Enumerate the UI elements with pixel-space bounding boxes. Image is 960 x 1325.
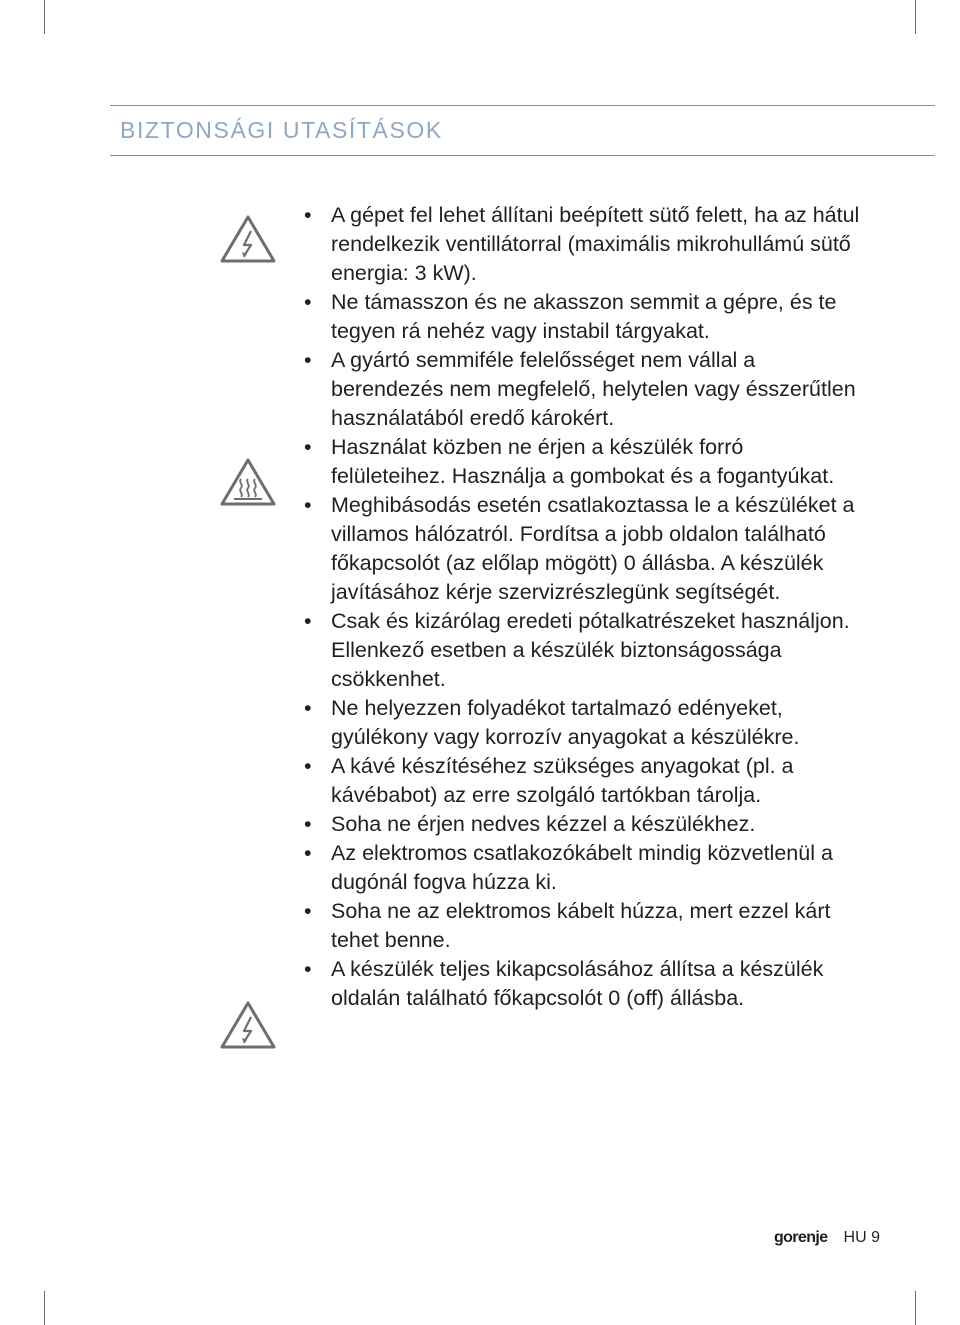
hot-surface-warning-icon [220,457,276,507]
header-rule-bottom [110,155,935,156]
electric-shock-warning-icon [220,214,276,264]
list-item [302,433,862,491]
crop-mark-bottom-right [915,1291,916,1325]
bullet: • [304,348,312,372]
bullet: • [304,812,312,836]
section-heading: BIZTONSÁGI UTASÍTÁSOK [120,117,443,143]
bullet: • [304,435,312,459]
header-rule-top [110,105,935,106]
list-item [302,201,862,288]
list-item [302,955,862,1013]
crop-mark-bottom-left [44,1291,45,1325]
bullet: • [304,957,312,981]
list-item [302,346,862,433]
bullet: • [304,696,312,720]
list-item [302,607,862,694]
list-item [302,752,862,810]
list-item [302,491,862,607]
bullet: • [304,754,312,778]
item-text: Ne támasszon és ne akasszon semmit a gépre, és te tegyen rá nehéz vagy instabil tárgyakat. [331,290,837,343]
electric-shock-warning-icon [220,1000,276,1050]
bullet: • [304,493,312,517]
list-item [302,288,862,346]
bullet: • [304,899,312,923]
bullet: • [304,290,312,314]
item-text: A gyártó semmiféle felelősséget nem vállal a berendezés nem megfelelő, helytelen vagy ésszerűtlen használatából eredő károkért. [331,348,856,430]
list-item [302,810,862,839]
item-text: Ne helyezzen folyadékot tartalmazó edényeket, gyúlékony vagy korrozív anyagokat a készülékre. [331,696,800,749]
item-text: Soha ne érjen nedves kézzel a készülékhez. [331,812,756,836]
crop-mark-top-right [915,0,916,34]
page-number: HU 9 [843,1229,880,1246]
item-text: Az elektromos csatlakozókábelt mindig közvetlenül a dugónál fogva húzza ki. [331,841,833,894]
item-text: A kávé készítéséhez szükséges anyagokat (pl. a kávébabot) az erre szolgáló tartókban tárolja. [331,754,794,807]
brand-logo: gorenje [773,1229,828,1246]
page-footer [774,1229,880,1247]
item-text: A készülék teljes kikapcsolásához állítsa a készülék oldalán található főkapcsolót 0 (off) állásba. [331,957,824,1010]
item-text: Meghibásodás esetén csatlakoztassa le a készüléket a villamos hálózatról. Fordítsa a jobb oldalon található főkapcsolót (az előlap mögött) 0 állásba. A készülék javításához kérje szervizrészlegünk segítségét. [331,493,855,604]
bullet: • [304,841,312,865]
bullet: • [304,203,312,227]
item-text: Használat közben ne érjen a készülék forró felületeihez. Használja a gombokat és a fogantyúkat. [331,435,835,488]
list-item [302,839,862,897]
item-text: A gépet fel lehet állítani beépített sütő felett, ha az hátul rendelkezik ventillátorral (maximális mikrohullámú sütő energia: 3 kW). [331,203,860,285]
bullet: • [304,609,312,633]
crop-mark-top-left [44,0,45,34]
list-item [302,694,862,752]
item-text: Csak és kizárólag eredeti pótalkatrészeket használjon. Ellenkező esetben a készülék biztonságossága csökkenhet. [331,609,850,691]
list-item [302,897,862,955]
safety-instructions-list [302,201,862,1013]
item-text: Soha ne az elektromos kábelt húzza, mert ezzel kárt tehet benne. [331,899,831,952]
